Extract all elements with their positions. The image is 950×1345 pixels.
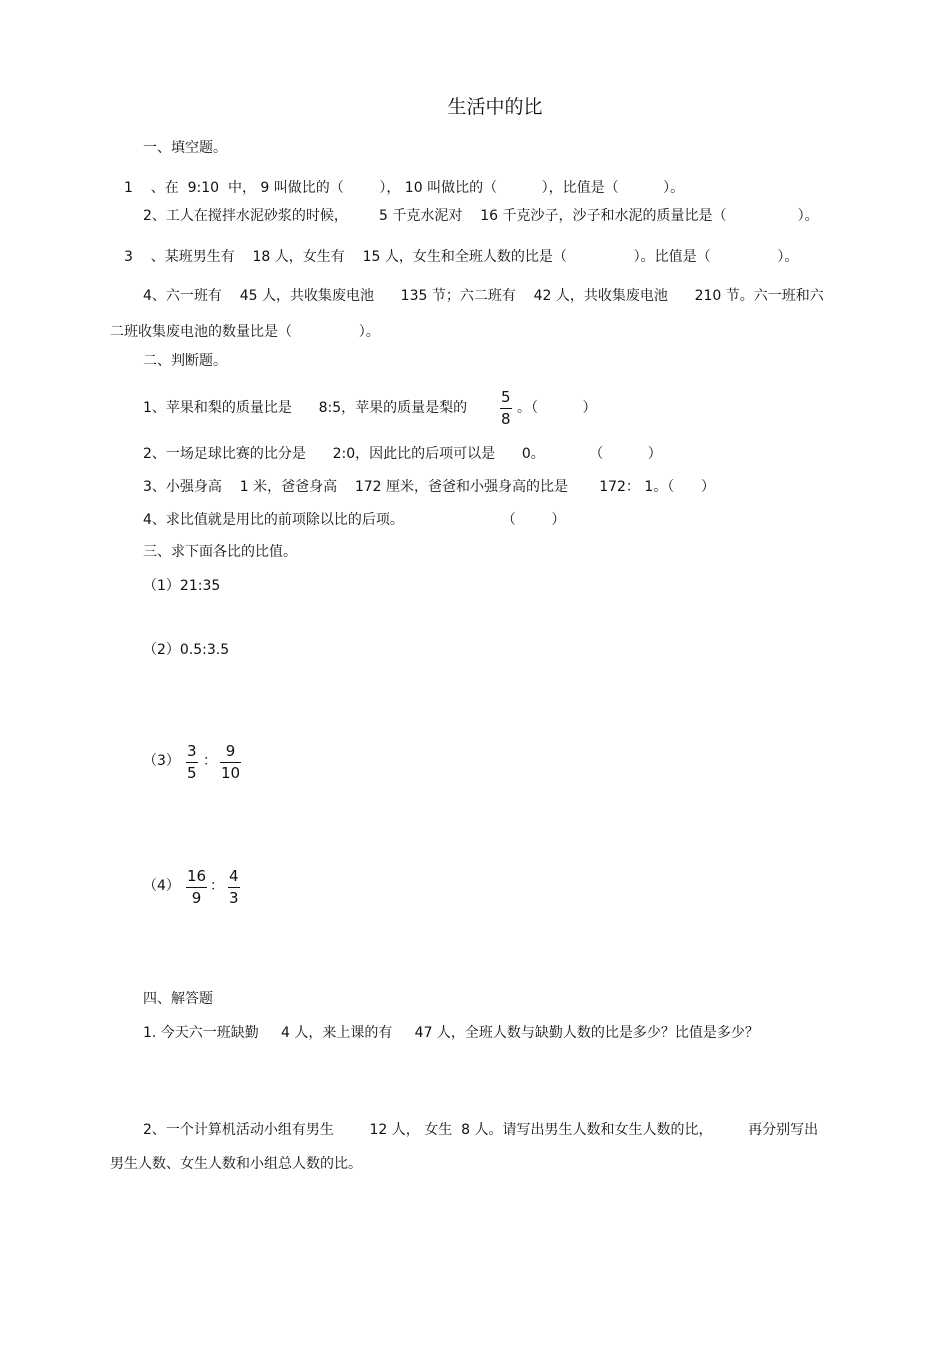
fill-blank-question-1: 1 、在 9:10 中， 9 叫做比的（ ）， 10 叫做比的（ ），比值是（ ）。 (124, 180, 685, 196)
fraction-numerator: 16 (187, 867, 207, 885)
fill-blank-question-4-line1: 4、六一班有 45 人，共收集废电池 135 节；六二班有 42 人，共收集废电池 210 节。六一班和六 (143, 288, 824, 304)
fraction-4-3 (228, 868, 240, 907)
fraction-numerator: 9 (225, 742, 236, 760)
true-false-question-2: 2、一场足球比赛的比分是 2:0，因此比的后项可以是 0。 （ ） (143, 446, 662, 462)
true-false-question-3: 3、小强身高 1 米，爸爸身高 172 厘米，爸爸和小强身高的比是 172： 1。（ ） (143, 479, 715, 495)
fraction-denominator: 9 (191, 889, 202, 907)
fraction-bar (500, 408, 512, 409)
true-false-question-1-tail: 。（ ） (517, 400, 597, 416)
true-false-question-4: 4、求比值就是用比的前项除以比的后项。 （ ） (143, 512, 566, 528)
ratio-colon: ： (210, 878, 224, 894)
fraction-denominator: 3 (229, 889, 239, 907)
fraction-5-8 (500, 389, 512, 428)
fill-blank-question-4-line2: 二班收集废电池的数量比是（ ）。 (110, 324, 380, 340)
ratio-problem-2: （2）0.5:3.5 (143, 642, 230, 658)
fill-blank-question-3: 3 、某班男生有 18 人，女生有 15 人，女生和全班人数的比是（ ）。比值是（ ）。 (124, 249, 799, 265)
page-title: 生活中的比 (447, 96, 543, 118)
fraction-bar (186, 887, 207, 888)
fraction-3-5 (186, 743, 198, 782)
word-problem-1: 1. 今天六一班缺勤 4 人，来上课的有 47 人，全班人数与缺勤人数的比是多少？比值是多少？ (143, 1025, 759, 1041)
fraction-bar (186, 762, 198, 763)
fraction-9-10 (220, 743, 241, 782)
ratio-problem-4-label: （4） (143, 878, 180, 894)
fraction-denominator: 8 (501, 410, 511, 428)
fraction-numerator: 4 (229, 867, 239, 885)
fraction-16-9 (186, 868, 207, 907)
word-problem-2-line1: 2、一个计算机活动小组有男生 12 人， 女生 8 人。请写出男生人数和女生人数的比， 再分别写出 (143, 1122, 819, 1138)
fraction-numerator: 3 (187, 742, 197, 760)
fraction-denominator: 10 (221, 764, 241, 782)
true-false-question-1: 1、苹果和梨的质量比是 8:5，苹果的质量是梨的 (143, 400, 468, 416)
section-heading-word-problems: 四、解答题 (143, 991, 213, 1007)
ratio-problem-1: （1）21:35 (143, 578, 221, 594)
section-heading-true-false: 二、判断题。 (143, 353, 227, 369)
word-problem-2-line2: 男生人数、女生人数和小组总人数的比。 (110, 1156, 362, 1172)
fraction-bar (228, 887, 240, 888)
fill-blank-question-2: 2、工人在搅拌水泥砂浆的时候， 5 千克水泥对 16 千克沙子，沙子和水泥的质量比是（ ）。 (143, 208, 819, 224)
ratio-colon: ： (203, 753, 217, 769)
fraction-bar (220, 762, 241, 763)
section-heading-fill-blank: 一、填空题。 (143, 140, 227, 156)
section-heading-ratio-value: 三、求下面各比的比值。 (143, 544, 297, 560)
fraction-numerator: 5 (501, 388, 511, 406)
fraction-denominator: 5 (187, 764, 197, 782)
ratio-problem-3-label: （3） (143, 753, 180, 769)
